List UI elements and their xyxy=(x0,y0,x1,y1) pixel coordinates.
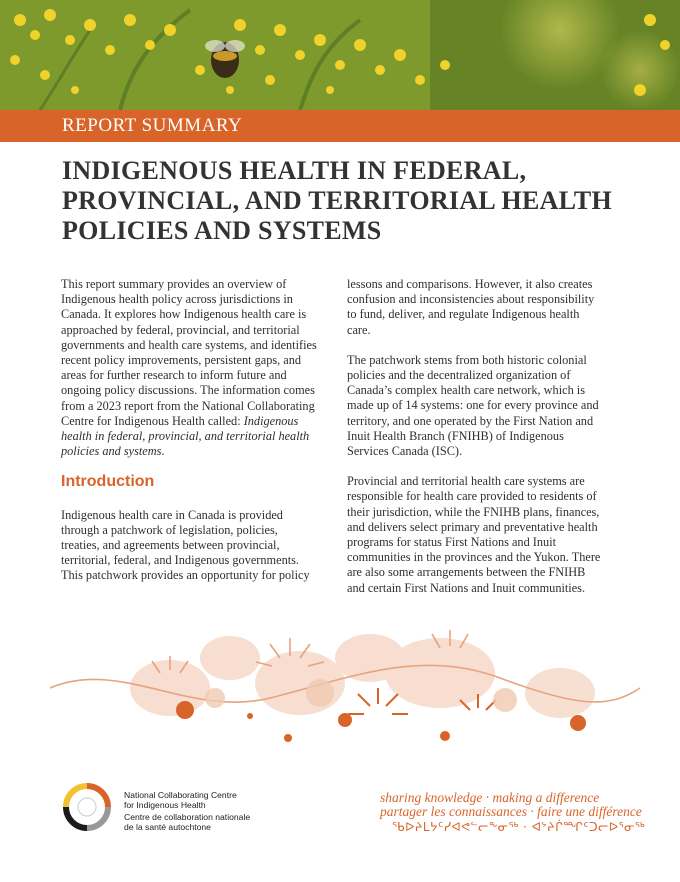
introduction-heading: Introduction xyxy=(61,473,155,491)
org-name-english xyxy=(124,790,294,810)
org-name-en-line1: National Collaborating Centre xyxy=(124,790,237,800)
right-paragraph-1: lessons and comparisons. However, it also creates confusion and inconsistencies about responsibility to fund, deliver, and regulate Indigenous health care. xyxy=(347,277,595,337)
introduction-paragraph: Indigenous health care in Canada is provided through a patchwork of legislation, policies, treaties, and agreements between provincial, territorial, federal, and Indigenous governments. This patchwork provides an opportunity for policy xyxy=(61,507,310,583)
org-name-en-line2: for Indigenous Health xyxy=(124,800,206,810)
tagline-french: partager les connaissances · faire une différence xyxy=(380,804,642,819)
header-photo xyxy=(0,0,680,110)
page-title: INDIGENOUS HEALTH IN FEDERAL, PROVINCIAL, AND TERRITORIAL HEALTH POLICIES AND SYSTEMS xyxy=(62,156,613,245)
org-name-french xyxy=(124,812,294,832)
org-name-fr-line1: Centre de collaboration nationale xyxy=(124,812,251,822)
right-column xyxy=(347,277,605,611)
report-summary-label: REPORT SUMMARY xyxy=(62,115,243,136)
ncch-circle-logo-icon xyxy=(62,782,112,832)
floral-border-decoration xyxy=(40,618,650,758)
left-column xyxy=(61,277,319,599)
right-paragraph-2: The patchwork stems from both historic colonial policies and the decentralized organization of Canada’s complex health care network, which is made up of 14 systems: one for every province and territory, and one operated by the First Nation and Inuit Health Branch (FNIHB) of Indigenous Services Canada (ISC). xyxy=(347,352,599,459)
tagline-english: sharing knowledge · making a difference xyxy=(380,790,600,805)
right-paragraph-3: Provincial and territorial health care systems are responsible for health care provided to residents of their jurisdiction, while the FNIHB plans, finances, and delivers select primary and preventative health programs for status First Nations and Inuit communities in the provinces and the Yukon. There are also some arrangements between the FNIHB and certain First Nations and Inuit communities. xyxy=(347,474,601,595)
report-title: Indigenous health in federal, provincial, and territorial health policies and systems xyxy=(61,413,310,459)
report-summary-band xyxy=(0,110,680,142)
org-name-fr-line2: de la santé autochtone xyxy=(124,822,211,832)
tagline-syllabics: ᖃᐅᔨᒪᔭᑦᓯᐊᕙᓪᓕᖕᓂᖅ · ᐊᔾᔨᒌᙱᑦᑐᓕᐅᕐᓂᖅ xyxy=(392,820,646,834)
intro-paragraph: This report summary provides an overview of Indigenous health policy across jurisdictions in Canada. It explores how Indigenous health care is approached by federal, provincial, and territorial governments and health care systems, and identifies recent policy improvements, persistent gaps, and areas for further research to inform future and ongoing policy discussions. The information comes from a 2023 report from the National Collaborating Centre for Indigenous Health called: Indigenous health in federal, provincial, and territorial health policies and systems. xyxy=(61,277,317,459)
goldenrod-photo xyxy=(0,0,680,110)
